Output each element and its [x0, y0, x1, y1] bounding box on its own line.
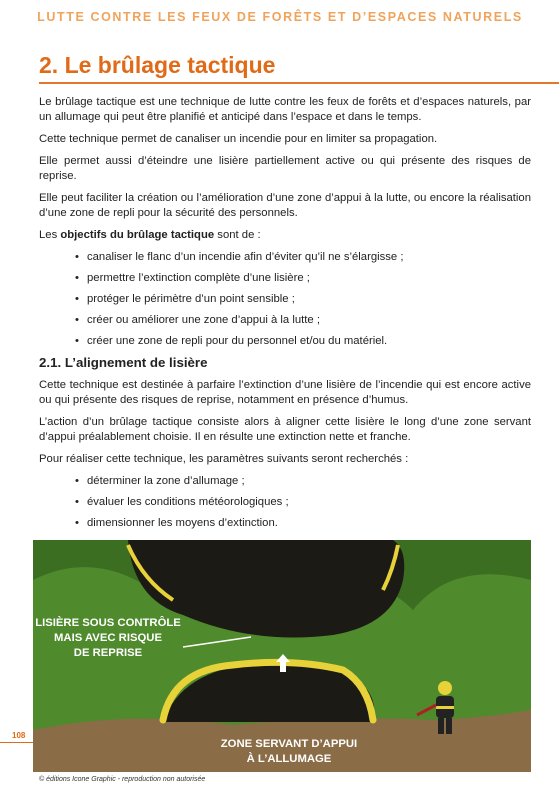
label-line: DE REPRISE	[73, 647, 143, 659]
copyright-footer: © éditions Icone Graphic - reproduction non autorisée	[39, 776, 206, 783]
paragraph: Elle peut faciliter la création ou l’amélioration d’une zone d’appui à la lutte, ou encore la réalisation d’une zone de repli pour la sécurité des personnels.	[39, 192, 531, 219]
list-item: • créer une zone de repli pour du personnel et/ou du matériel.	[87, 334, 531, 349]
list-item: • évaluer les conditions météorologiques ;	[87, 495, 531, 510]
paragraph: Cette technique permet de canaliser un incendie pour en limiter sa propagation.	[39, 133, 438, 145]
list-item: • canaliser le flanc d’un incendie afin d’éviter qu’il ne s’élargisse ;	[87, 250, 531, 265]
helmet	[438, 681, 452, 695]
list-item: • déterminer la zone d’allumage ;	[87, 474, 531, 489]
paragraph: Elle permet aussi d’éteindre une lisière partiellement active ou qui présente des risques de reprise.	[39, 155, 531, 182]
reflective-band	[436, 706, 454, 709]
label-line: MAIS AVEC RISQUE	[54, 632, 162, 644]
intro-suffix: sont de :	[214, 229, 261, 241]
running-header: LUTTE CONTRE LES FEUX DE FORÊTS ET D’ESPACES NATURELS	[37, 10, 523, 24]
subsection-title: 2.1. L’alignement de lisière	[39, 355, 208, 370]
label-line: À L’ALLUMAGE	[246, 753, 332, 765]
list-item: • dimensionner les moyens d’extinction.	[87, 516, 531, 531]
objectives-list	[39, 250, 531, 349]
title-underline	[39, 82, 559, 84]
leg	[446, 718, 452, 734]
main-content	[39, 95, 531, 537]
paragraph: Pour réaliser cette technique, les paramètres suivants seront recherchés :	[39, 453, 409, 465]
leg	[438, 718, 444, 734]
label-support-zone	[199, 737, 379, 767]
objectives-intro	[39, 228, 531, 243]
paragraph: Cette technique est destinée à parfaire l’extinction d’une lisière de l’incendie qui est encore active ou qui présente des risques de reprise, notamment en présence d’humus.	[39, 379, 531, 406]
page-number-rule	[0, 742, 33, 743]
paragraph: L’action d’un brûlage tactique consiste alors à aligner cette lisière le long d’une zone servant d’appui préalablement choisie. Il en résulte une extinction nette et franche.	[39, 416, 531, 443]
intro-bold: objectifs du brûlage tactique	[60, 229, 215, 241]
label-line: LISIÈRE SOUS CONTRÔLE	[35, 617, 181, 629]
illustration	[33, 540, 531, 772]
page-number: 108	[12, 731, 26, 740]
section-title: 2. Le brûlage tactique	[39, 52, 276, 78]
list-item: • permettre l’extinction complète d’une lisière ;	[87, 271, 531, 286]
paragraph: Le brûlage tactique est une technique de lutte contre les feux de forêts et d’espaces naturels, par un allumage qui peut être planifié et anticipé dans l’espace et dans le temps.	[39, 96, 531, 123]
intro-prefix: Les	[39, 229, 61, 241]
label-line: ZONE SERVANT D’APPUI	[220, 738, 358, 750]
label-controlled-edge	[33, 616, 183, 661]
parameters-list	[39, 474, 531, 531]
list-item: • créer ou améliorer une zone d’appui à la lutte ;	[87, 313, 531, 328]
list-item: • protéger le périmètre d’un point sensible ;	[87, 292, 531, 307]
